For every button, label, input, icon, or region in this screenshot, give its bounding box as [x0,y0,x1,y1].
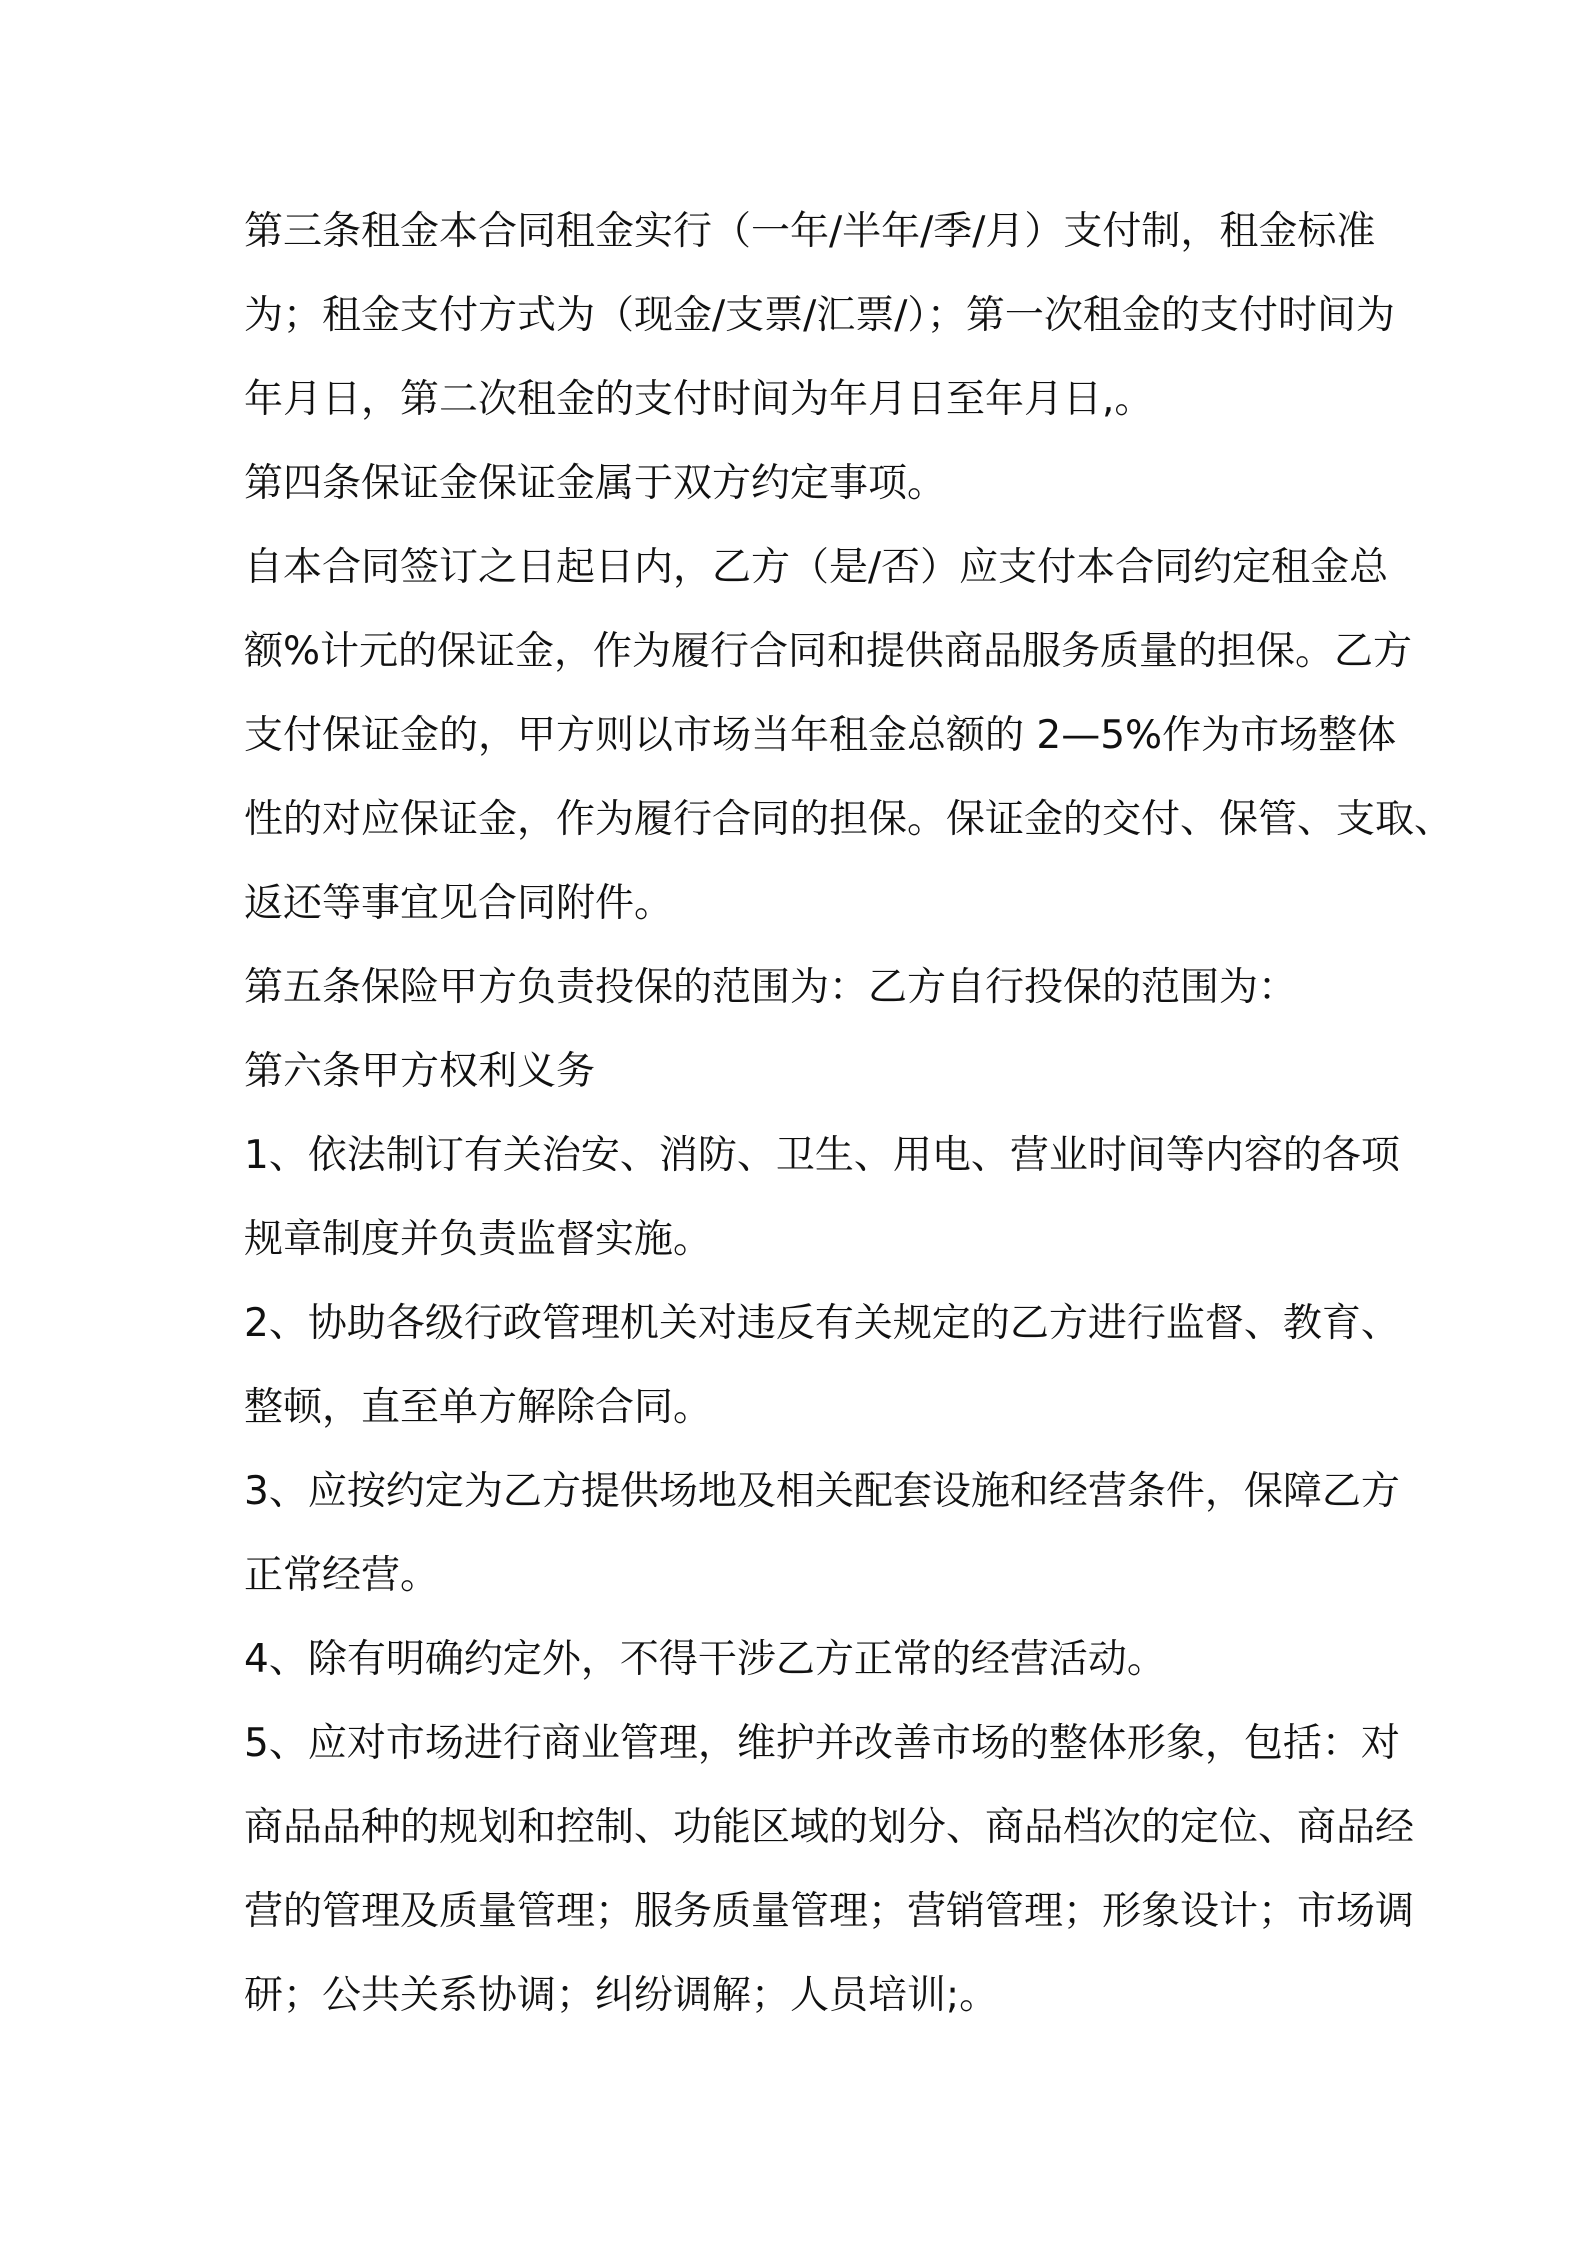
article-4-deposit-heading [244,442,1356,526]
list-item-4 [244,1618,1356,1702]
text-line: 为；租金支付方式为（现金/支票/汇票/）；第一次租金的支付时间为 [244,293,1395,338]
list-item-3 [244,1450,1400,1618]
text-line: 年月日，第二次租金的支付时间为年月日至年月日,。 [244,377,1154,422]
text-line: 第四条保证金保证金属于双方约定事项。 [244,461,947,506]
text-line: 正常经营。 [244,1553,440,1598]
text-line: 研；公共关系协调；纠纷调解；人员培训;。 [244,1973,999,2018]
text-line: 第六条甲方权利义务 [244,1049,596,1094]
deposit-terms-paragraph [244,526,1454,946]
article-3-rent-paragraph [244,190,1395,442]
text-line: 整顿，直至单方解除合同。 [244,1385,713,1430]
text-line: 3、应按约定为乙方提供场地及相关配套设施和经营条件，保障乙方 [244,1469,1400,1514]
text-line: 自本合同签订之日起日内，乙方（是/否）应支付本合同约定租金总 [244,545,1389,590]
text-line: 5、应对市场进行商业管理，维护并改善市场的整体形象，包括：对 [244,1721,1400,1766]
document-page [244,190,1454,2038]
list-item-2 [244,1282,1400,1450]
text-line: 4、除有明确约定外，不得干涉乙方正常的经营活动。 [244,1637,1166,1682]
article-5-insurance-paragraph [244,946,1356,1030]
text-line: 第五条保险甲方负责投保的范围为：乙方自行投保的范围为： [244,965,1298,1010]
text-line: 性的对应保证金，作为履行合同的担保。保证金的交付、保管、支取、 [244,797,1454,842]
text-line: 返还等事宜见合同附件。 [244,881,674,926]
list-item-5 [244,1702,1415,2038]
article-6-heading [244,1030,1356,1114]
text-line: 额%计元的保证金，作为履行合同和提供商品服务质量的担保。乙方 [244,629,1413,674]
text-line: 商品品种的规划和控制、功能区域的划分、商品档次的定位、商品经 [244,1805,1415,1850]
text-line: 1、依法制订有关治安、消防、卫生、用电、营业时间等内容的各项 [244,1133,1400,1178]
text-line: 营的管理及质量管理；服务质量管理；营销管理；形象设计；市场调 [244,1889,1415,1934]
text-line: 第三条租金本合同租金实行（一年/半年/季/月）支付制，租金标准 [244,209,1376,254]
text-line: 支付保证金的，甲方则以市场当年租金总额的 2—5%作为市场整体 [244,713,1397,758]
list-item-1 [244,1114,1400,1282]
text-line: 规章制度并负责监督实施。 [244,1217,713,1262]
text-line: 2、协助各级行政管理机关对违反有关规定的乙方进行监督、教育、 [244,1301,1400,1346]
